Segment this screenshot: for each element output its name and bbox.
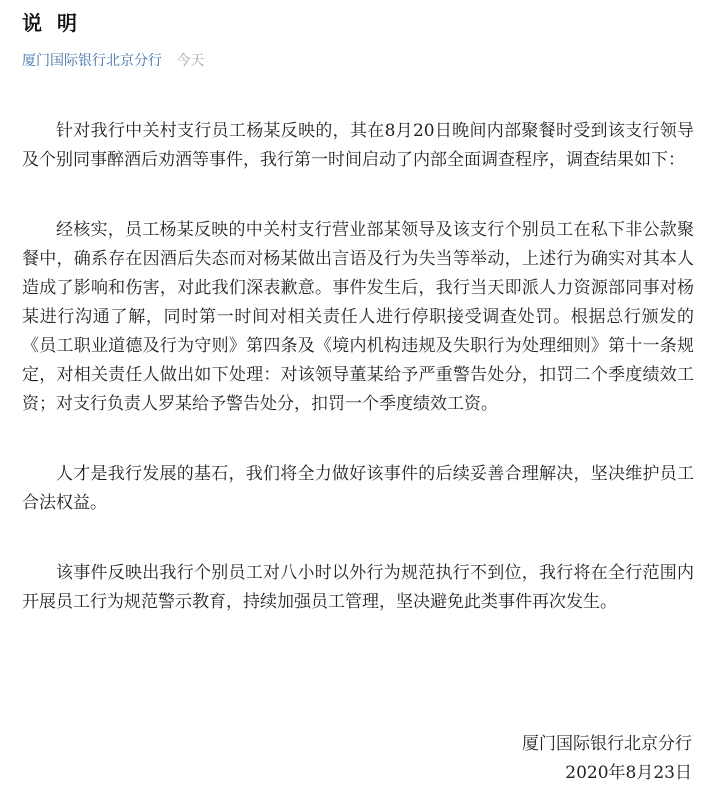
signature-date: 2020年8月23日 bbox=[565, 763, 692, 783]
article-meta bbox=[22, 52, 694, 70]
article-header bbox=[22, 10, 694, 70]
paragraph-1: 针对我行中关村支行员工杨某反映的，其在8月20日晚间内部聚餐时受到该支行领导及个别同事醉酒后劝酒等事件，我行第一时间启动了内部全面调查程序，调查结果如下： bbox=[22, 121, 694, 170]
article-body bbox=[22, 117, 694, 658]
paragraph-3: 人才是我行发展的基石，我们将全力做好该事件的后续妥善合理解决，坚决维护员工合法权益。 bbox=[22, 464, 694, 513]
paragraph-4: 该事件反映出我行个别员工对八小时以外行为规范执行不到位，我行将在全行范围内开展员工行为规范警示教育，持续加强员工管理，坚决避免此类事件再次发生。 bbox=[22, 563, 694, 612]
source-account-link[interactable]: 厦门国际银行北京分行 bbox=[22, 53, 162, 69]
signature-block bbox=[522, 730, 692, 788]
paragraph-2: 经核实，员工杨某反映的中关村支行营业部某领导及该支行个别员工在私下非公款聚餐中，确系存在因酒后失态而对杨某做出言语及行为失当等举动，上述行为确实对其本人造成了影响和伤害，对此我们深表歉意。事件发生后，我行当天即派人力资源部同事对杨某进行沟通了解，同时第一时间对相关责任人进行停职接受调查处罚。根据总行颁发的《员工职业道德及行为守则》第四条及《境内机构违规及失职行为处理细则》第十一条规定，对相关责任人做出如下处理：对该领导董某给予严重警告处分，扣罚二个季度绩效工资；对支行负责人罗某给予警告处分，扣罚一个季度绩效工资。 bbox=[22, 220, 694, 414]
page-title: 说 明 bbox=[22, 11, 81, 35]
publish-time: 今天 bbox=[176, 53, 205, 69]
signature-org: 厦门国际银行北京分行 bbox=[522, 734, 692, 754]
